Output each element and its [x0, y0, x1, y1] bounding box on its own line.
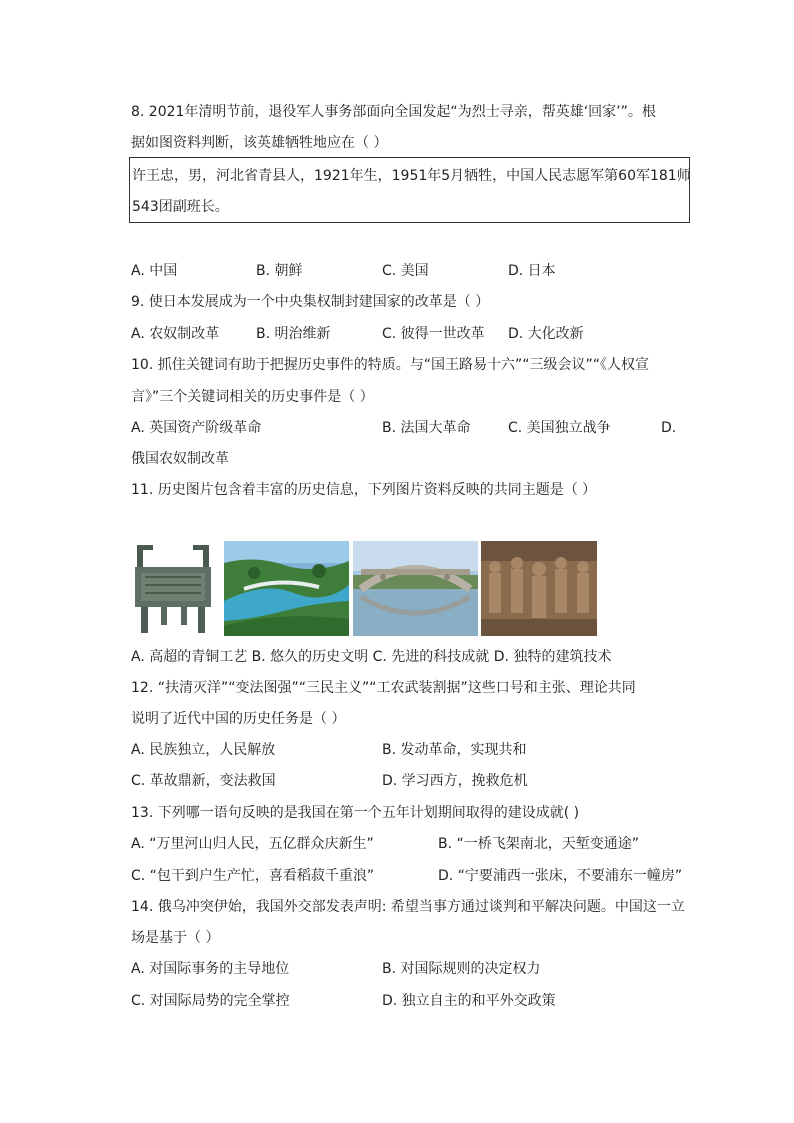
q13-stem: 13. 下列哪一语句反映的是我国在第一个五年计划期间取得的建设成就( ) — [131, 805, 580, 821]
q8-option-c[interactable]: C. 美国 — [382, 263, 429, 279]
q9-stem: 9. 使日本发展成为一个中央集权制封建国家的改革是（ ） — [131, 294, 490, 310]
q13-option-a[interactable]: A. “万里河山归人民，五亿群众庆新生” — [131, 836, 374, 852]
q10-option-a[interactable]: A. 英国资产阶级革命 — [131, 420, 262, 436]
q8-option-b[interactable]: B. 朝鲜 — [256, 263, 303, 279]
q13-option-b[interactable]: B. “一桥飞架南北，天堑变通途” — [438, 836, 640, 852]
q12-stem-line1: 12. “扶清灭洋”“变法图强”“三民主义”“工农武装割据”这些口号和主张、理论共同 — [131, 680, 636, 696]
q9-option-c[interactable]: C. 彼得一世改革 — [382, 326, 485, 342]
q10-option-d[interactable]: D. — [661, 420, 677, 436]
q14-option-d[interactable]: D. 独立自主的和平外交政策 — [382, 993, 556, 1009]
q11-stem: 11. 历史图片包含着丰富的历史信息，下列图片资料反映的共同主题是（ ） — [131, 482, 597, 498]
q10-option-d-text[interactable]: 俄国农奴制改革 — [131, 451, 229, 467]
q12-option-c[interactable]: C. 革故鼎新，变法救国 — [131, 773, 276, 789]
q9-option-d[interactable]: D. 大化改新 — [508, 326, 584, 342]
q8-source-line2: 543团副班长。 — [132, 199, 229, 215]
q14-stem-line2: 场是基于（ ） — [131, 930, 220, 946]
dujiangyan-image — [224, 541, 349, 636]
q14-option-b[interactable]: B. 对国际规则的决定权力 — [382, 961, 541, 977]
q12-option-b[interactable]: B. 发动革命，实现共和 — [382, 742, 527, 758]
q13-option-c[interactable]: C. “包干到户生产忙，喜看稻菽千重浪” — [131, 868, 375, 884]
q10-option-c[interactable]: C. 美国独立战争 — [508, 420, 611, 436]
q14-option-c[interactable]: C. 对国际局势的完全掌控 — [131, 993, 290, 1009]
zhaozhou-bridge-image — [353, 541, 478, 636]
bronze-ding-image — [131, 541, 215, 636]
q8-stem-line2: 据如图资料判断，该英雄牺牲地应在（ ） — [131, 135, 388, 151]
q13-option-d[interactable]: D. “宁要浦西一张床，不要浦东一幢房” — [438, 868, 683, 884]
q9-option-a[interactable]: A. 农奴制改革 — [131, 326, 220, 342]
q12-option-a[interactable]: A. 民族独立，人民解放 — [131, 742, 276, 758]
q8-source-line1: 许王忠，男，河北省青县人，1921年生，1951年5月牺牲，中国人民志愿军第60军181师 — [132, 168, 691, 184]
q12-option-d[interactable]: D. 学习西方，挽救危机 — [382, 773, 528, 789]
q9-option-b[interactable]: B. 明治维新 — [256, 326, 331, 342]
q8-source-box — [129, 157, 690, 223]
q11-options[interactable]: A. 高超的青铜工艺 B. 悠久的历史文明 C. 先进的科技成就 D. 独特的建筑技术 — [131, 649, 612, 665]
q10-stem-line2: 言》”三个关键词相关的历史事件是（ ） — [131, 389, 374, 405]
q14-option-a[interactable]: A. 对国际事务的主导地位 — [131, 961, 290, 977]
q8-option-d[interactable]: D. 日本 — [508, 263, 556, 279]
terracotta-army-image — [481, 541, 597, 636]
q12-stem-line2: 说明了近代中国的历史任务是（ ） — [131, 711, 346, 727]
q8-stem-line1: 8. 2021年清明节前，退役军人事务部面向全国发起“为烈士寻亲，帮英雄‘回家’”。根 — [131, 104, 656, 120]
q14-stem-line1: 14. 俄乌冲突伊始，我国外交部发表声明: 希望当事方通过谈判和平解决问题。中国这一立 — [131, 899, 685, 915]
q8-option-a[interactable]: A. 中国 — [131, 263, 178, 279]
q10-option-b[interactable]: B. 法国大革命 — [382, 420, 471, 436]
q10-stem-line1: 10. 抓住关键词有助于把握历史事件的特质。与“国王路易十六”“三级会议”“《人权宣 — [131, 357, 649, 373]
